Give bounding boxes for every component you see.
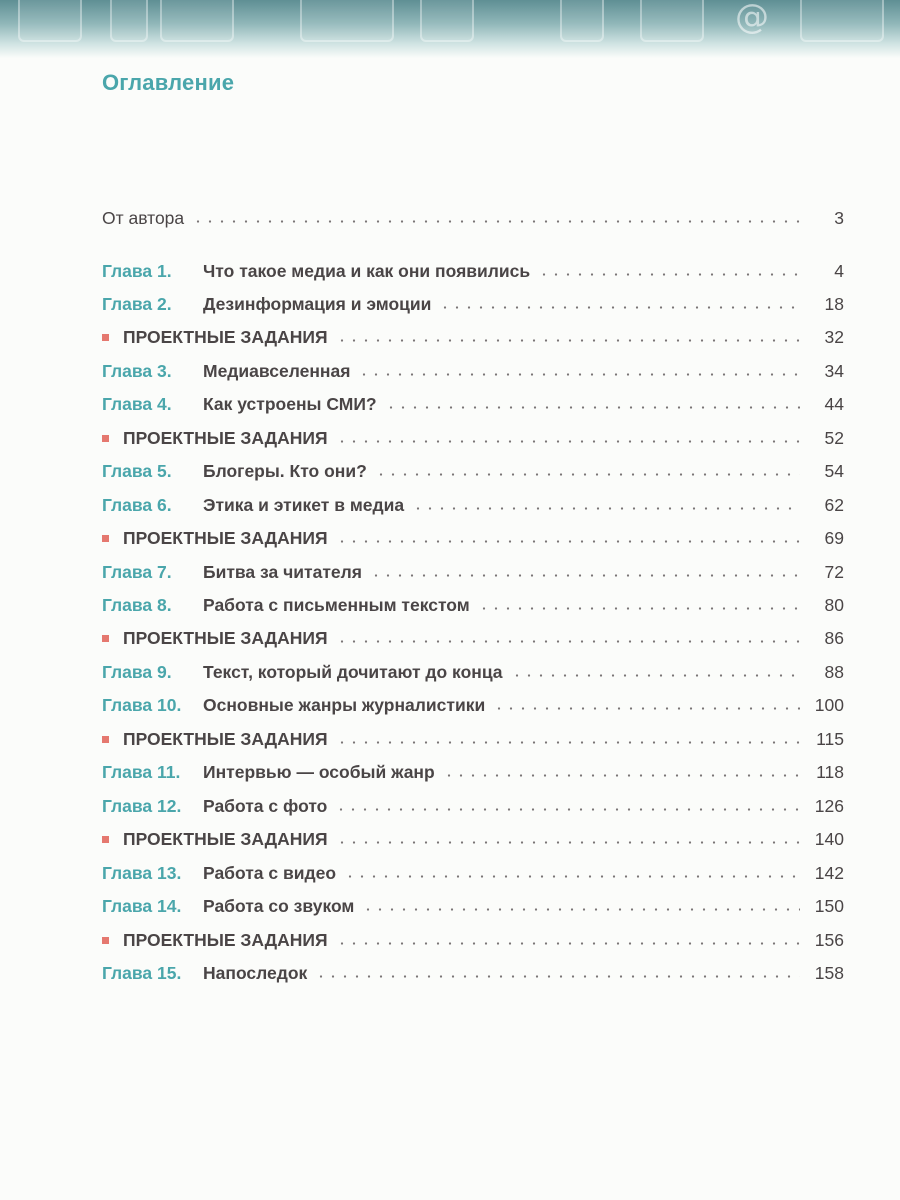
square-bullet-icon <box>102 535 109 542</box>
entry-title: ПРОЕКТНЫЕ ЗАДАНИЯ <box>123 528 328 549</box>
page-number: 150 <box>814 896 844 917</box>
banner-tile <box>300 0 394 42</box>
chapter-label: Глава 13. <box>102 862 182 883</box>
entry-title: ПРОЕКТНЫЕ ЗАДАНИЯ <box>123 327 328 348</box>
toc-chapter-entry <box>102 892 844 922</box>
dot-leader <box>538 273 800 276</box>
entry-title: От автора <box>102 207 185 228</box>
toc-chapter-entry <box>102 557 844 587</box>
entry-title: Работа с письменным текстом <box>203 595 470 615</box>
entry-title: Напоследок <box>203 962 308 983</box>
toc-chapter-entry <box>102 356 844 386</box>
toc-chapter-entry <box>102 289 844 319</box>
square-bullet-icon <box>102 937 109 944</box>
banner-tile <box>18 0 82 42</box>
entry-title: ПРОЕКТНЫЕ ЗАДАНИЯ <box>123 829 328 850</box>
toc-project-entry <box>102 825 844 855</box>
banner-tile <box>640 0 704 42</box>
entry-title: Блогеры. Кто они? <box>203 461 367 482</box>
chapter-label: Глава 6. <box>102 494 172 515</box>
banner-tile <box>560 0 604 42</box>
page-number: 142 <box>814 862 844 883</box>
square-bullet-icon <box>102 635 109 642</box>
dot-leader <box>315 975 800 978</box>
chapter-label: Глава 14. <box>102 896 182 917</box>
page-number: 80 <box>824 595 844 615</box>
chapter-label: Глава 8. <box>102 595 172 615</box>
dot-leader <box>336 741 800 744</box>
chapter-label: Глава 1. <box>102 260 172 281</box>
dot-leader <box>192 220 800 223</box>
page-number: 69 <box>824 528 844 549</box>
toc-chapter-entry <box>102 758 844 788</box>
page-number: 100 <box>814 695 844 716</box>
dot-leader <box>358 373 800 376</box>
page-number: 3 <box>834 207 844 228</box>
chapter-label: Глава 7. <box>102 561 172 582</box>
toc-chapter-entry <box>102 457 844 487</box>
dot-leader <box>336 339 800 342</box>
page-number: 118 <box>816 762 844 783</box>
banner-tile <box>160 0 234 42</box>
page-number: 34 <box>824 360 844 381</box>
page-number: 32 <box>824 327 844 348</box>
dot-leader <box>336 942 800 945</box>
entry-title: Интервью — особый жанр <box>203 762 435 783</box>
dot-leader <box>336 440 800 443</box>
toc-chapter-entry <box>102 390 844 420</box>
toc-project-entry <box>102 423 844 453</box>
dot-leader <box>478 607 800 610</box>
chapter-label: Глава 5. <box>102 461 172 482</box>
chapter-label: Глава 2. <box>102 293 172 314</box>
page-number: 4 <box>834 260 844 281</box>
toc-chapter-entry <box>102 858 844 888</box>
dot-leader <box>412 507 800 510</box>
toc-project-entry <box>102 624 844 654</box>
entry-title: Дезинформация и эмоции <box>203 293 432 314</box>
dot-leader <box>362 908 800 911</box>
entry-title: Этика и этикет в медиа <box>203 494 405 515</box>
toc-chapter-entry <box>102 958 844 988</box>
dot-leader <box>336 640 800 643</box>
chapter-label: Глава 11. <box>102 762 181 783</box>
toc-chapter-entry <box>102 657 844 687</box>
square-bullet-icon <box>102 435 109 442</box>
chapter-label: Глава 9. <box>102 661 172 682</box>
dot-leader <box>385 406 800 409</box>
entry-title: Битва за читателя <box>203 561 362 582</box>
toc-project-entry <box>102 925 844 955</box>
entry-title: Основные жанры журналистики <box>203 695 486 716</box>
dot-leader <box>511 674 800 677</box>
dot-leader <box>370 574 800 577</box>
page-number: 44 <box>824 394 844 415</box>
entry-title: ПРОЕКТНЫЕ ЗАДАНИЯ <box>123 628 328 649</box>
page-number: 18 <box>824 293 844 314</box>
square-bullet-icon <box>102 736 109 743</box>
toc-chapter-entry <box>102 591 844 621</box>
dot-leader <box>439 306 800 309</box>
dot-leader <box>443 774 800 777</box>
dot-leader <box>336 841 800 844</box>
toc-chapter-entry <box>102 691 844 721</box>
page-number: 54 <box>824 461 844 482</box>
toc-chapter-entry <box>102 256 844 286</box>
page-number: 115 <box>816 728 844 749</box>
toc-project-entry <box>102 524 844 554</box>
dot-leader <box>344 875 800 878</box>
entry-title: Работа со звуком <box>203 896 355 917</box>
page-number: 88 <box>824 661 844 682</box>
toc-project-entry <box>102 724 844 754</box>
square-bullet-icon <box>102 334 109 341</box>
chapter-label: Глава 4. <box>102 394 172 415</box>
page-title: Оглавление <box>102 70 235 95</box>
entry-title: ПРОЕКТНЫЕ ЗАДАНИЯ <box>123 427 328 448</box>
page-number: 86 <box>824 628 844 649</box>
entry-title: Работа с видео <box>203 862 337 883</box>
page-number: 62 <box>824 494 844 515</box>
dot-leader <box>375 473 800 476</box>
page-number: 126 <box>814 795 844 816</box>
banner-tile <box>420 0 474 42</box>
entry-title: Работа с фото <box>203 795 328 816</box>
chapter-label: Глава 10. <box>102 695 182 716</box>
entry-title: Что такое медиа и как они появились <box>203 260 531 281</box>
square-bullet-icon <box>102 836 109 843</box>
entry-title: ПРОЕКТНЫЕ ЗАДАНИЯ <box>123 728 328 749</box>
toc-project-entry <box>102 323 844 353</box>
header-banner <box>0 0 900 58</box>
banner-tile <box>800 0 884 42</box>
dot-leader <box>335 808 800 811</box>
banner-tile <box>110 0 148 42</box>
chapter-label: Глава 3. <box>102 360 172 381</box>
page-number: 72 <box>824 561 844 582</box>
page-number: 156 <box>814 929 844 950</box>
page-number: 158 <box>814 962 844 983</box>
at-sign-icon: @ <box>735 0 769 37</box>
page-number: 52 <box>824 427 844 448</box>
page-number: 140 <box>814 829 844 850</box>
toc-author-entry <box>102 203 844 233</box>
entry-title: Как устроены СМИ? <box>203 394 377 415</box>
dot-leader <box>493 707 800 710</box>
dot-leader <box>336 540 800 543</box>
chapter-label: Глава 12. <box>102 795 182 816</box>
entry-title: Текст, который дочитают до конца <box>203 661 503 682</box>
chapter-label: Глава 15. <box>102 962 182 983</box>
entry-title: Медиавселенная <box>203 360 351 381</box>
toc-chapter-entry <box>102 490 844 520</box>
toc-chapter-entry <box>102 791 844 821</box>
entry-title: ПРОЕКТНЫЕ ЗАДАНИЯ <box>123 929 328 950</box>
